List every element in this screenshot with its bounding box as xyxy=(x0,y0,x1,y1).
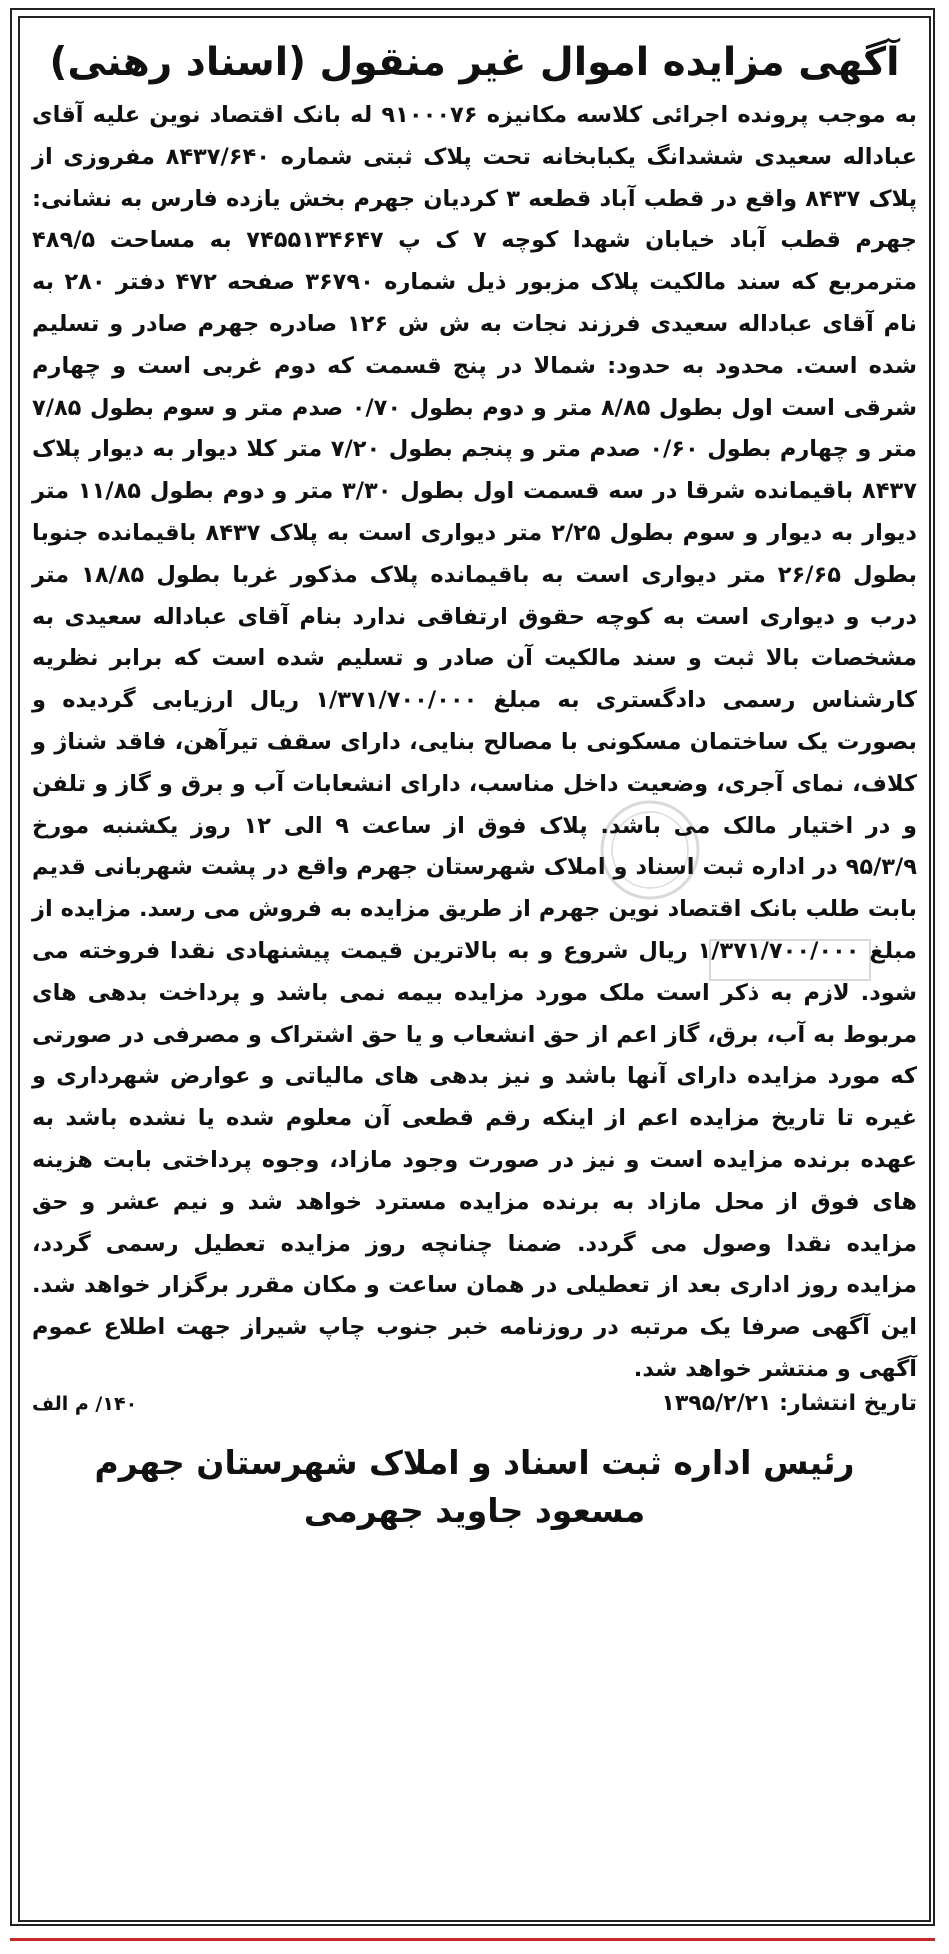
signature-block xyxy=(32,1439,917,1535)
notice-title: آگهی مزایده اموال غیر منقول (اسناد رهنی) xyxy=(49,40,900,85)
notice-body xyxy=(32,95,917,1391)
signature-name: مسعود جاوید جهرمی xyxy=(303,1490,646,1530)
bottom-red-rule xyxy=(10,1938,935,1952)
reference-code: ۱۴۰/ م الف xyxy=(32,1392,138,1415)
publish-date: تاریخ انتشار: ۱۳۹۵/۲/۲۱ xyxy=(661,1390,917,1416)
notice-paragraph: به موجب پرونده اجرائی کلاسه مکانیزه ۹۱۰۰۰۷۶ له بانک اقتصاد نوین علیه آقای عباداله سعیدی ششدانگ یکبابخانه تحت پلاک ثبتی شماره ۸۴۳۷/۶۴۰ مفروزی از پلاک ۸۴۳۷ واقع در قطب آباد قطعه ۳ کردیان جهرم بخش یازده فارس به نشانی: جهرم قطب آباد خیابان شهدا کوچه ۷ ک پ ۷۴۵۵۱۳۴۶۴۷ به مساحت ۴۸۹/۵ مترمربع که سند مالکیت پلاک مزبور ذیل شماره ۳۶۷۹۰ صفحه ۴۷۲ دفتر ۲۸۰ به نام آقای عباداله سعیدی فرزند نجات به ش ش ۱۲۶ صادره جهرم صادر و تسلیم شده است. محدود به حدود: شمالا در پنج قسمت که دوم غربی است و چهارم شرقی است اول بطول ۸/۸۵ متر و دوم بطول ۰/۷۰ صدم متر و سوم بطول ۷/۸۵ متر و چهارم بطول ۰/۶۰ صدم متر و پنجم بطول ۷/۲۰ متر کلا دیوار به دیوار پلاک ۸۴۳۷ باقیمانده شرقا در سه قسمت اول بطول ۳/۳۰ متر و دوم بطول ۱۱/۸۵ متر دیوار به دیوار و سوم بطول ۲/۲۵ متر دیواری است به پلاک ۸۴۳۷ باقیمانده جنوبا بطول ۲۶/۶۵ متر دیواری است به باقیمانده پلاک مذکور غربا بطول ۱۸/۸۵ متر درب و دیواری است به کوچه حقوق ارتفاقی ندارد بنام آقای عباداله سعیدی به مشخصات بالا ثبت و سند مالکیت آن صادر و تسلیم شده است که برابر نظریه کارشناس رسمی دادگستری به مبلغ ۱/۳۷۱/۷۰۰/۰۰۰ ریال ارزیابی گردیده و بصورت یک ساختمان مسکونی با مصالح بنایی، دارای سقف تیرآهن، فاقد شناژ و کلاف، نمای آجری، وضعیت داخل مناسب، دارای انشعابات آب و برق و گاز و تلفن و در اختیار مالک می باشد. پلاک فوق از ساعت ۹ الی ۱۲ روز یکشنبه مورخ ۹۵/۳/۹ در اداره ثبت اسناد و املاک شهرستان جهرم واقع در پشت شهربانی قدیم بابت طلب بانک اقتصاد نوین جهرم از طریق مزایده به فروش می رسد. مزایده از مبلغ ۱/۳۷۱/۷۰۰/۰۰۰ ریال شروع و به بالاترین قیمت پیشنهادی نقدا فروخته می شود. لازم به ذکر است ملک مورد مزایده بیمه نمی باشد و پرداخت بدهی های مربوط به آب، برق، گاز اعم از حق انشعاب و یا حق اشتراک و مصرفی در صورتی که مورد مزایده دارای آنها باشد و نیز بدهی های مالیاتی و عوارض شهرداری و غیره تا تاریخ مزایده اعم از اینکه رقم قطعی آن معلوم شده یا نشده باشد به عهده برنده مزایده است و نیز در صورت وجود مازاد، وجوه پرداختی بابت هزینه های فوق از محل مازاد به برنده مزایده مسترد خواهد شد و نیم عشر و حق مزایده نقدا وصول می گردد. ضمنا چنانچه روز مزایده تعطیل رسمی گردد، مزایده روز اداری بعد از تعطیلی در همان ساعت و مکان مقرر برگزار خواهد شد. این آگهی صرفا یک مرتبه در روزنامه خبر جنوب چاپ شیراز جهت اطلاع عموم آگهی و منتشر خواهد شد. xyxy=(32,102,918,1382)
notice-content xyxy=(32,28,917,1535)
signature-title: رئیس اداره ثبت اسناد و املاک شهرستان جهرم xyxy=(94,1442,855,1482)
dateline xyxy=(32,1391,917,1433)
